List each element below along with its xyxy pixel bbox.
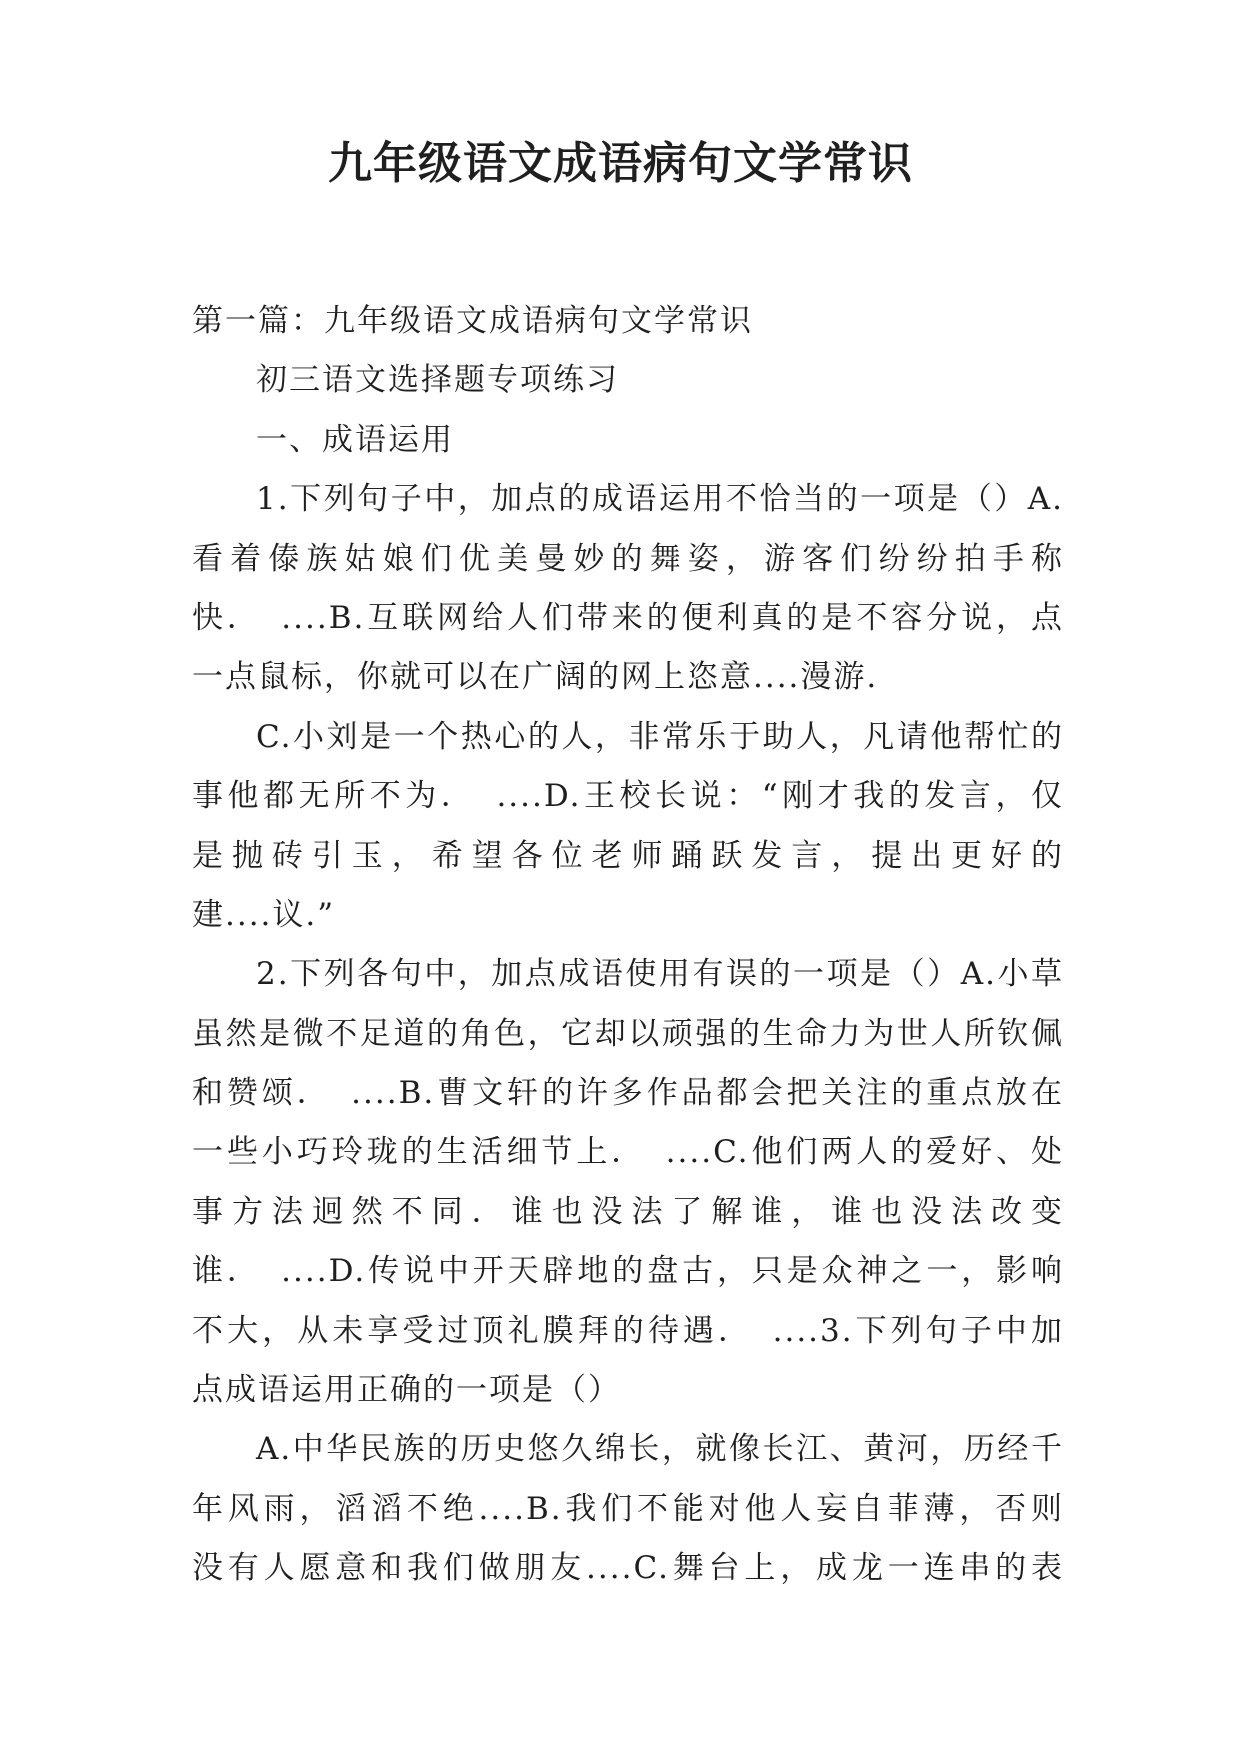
text-line: 没有人愿意和我们做朋友....C.舞台上，成龙一连串的表 <box>192 1550 1064 1587</box>
document-title: 九年级语文成语病句文学常识 <box>328 138 913 189</box>
text-line: C.小刘是一个热心的人，非常乐于助人，凡请他帮忙的 <box>256 718 1064 755</box>
part-heading: 一、成语运用 <box>256 421 454 458</box>
section-heading: 第一篇：九年级语文成语病句文学常识 <box>192 303 753 339</box>
text-line: 和赞颂． ....B.曹文轩的许多作品都会把关注的重点放在 <box>192 1075 1064 1112</box>
text-line: A.中华民族的历史悠久绵长，就像长江、黄河，历经千 <box>256 1431 1064 1468</box>
subheading: 初三语文选择题专项练习 <box>256 362 619 399</box>
text-line: 虽然是微不足道的角色，它却以顽强的生命力为世人所钦佩 <box>192 1015 1064 1052</box>
text-line: 不大，从未享受过顶礼膜拜的待遇． ....3.下列句子中加 <box>192 1312 1064 1349</box>
text-line: 谁． ....D.传说中开天辟地的盘古，只是众神之一，影响 <box>192 1253 1064 1290</box>
document-body <box>192 292 1064 1599</box>
text-line: 事他都无所不为． ....D.王校长说：“刚才我的发言，仅 <box>192 778 1064 815</box>
text-line: 1.下列句子中，加点的成语运用不恰当的一项是（）A. <box>256 481 1064 518</box>
text-line: 点成语运用正确的一项是（） <box>192 1372 621 1409</box>
text-line: 一些小巧玲珑的生活细节上． ....C.他们两人的爱好、处 <box>192 1134 1064 1171</box>
text-line: 快． ....B.互联网给人们带来的便利真的是不容分说，点 <box>192 599 1064 636</box>
text-line: 2.下列各句中，加点成语使用有误的一项是（）A.小草 <box>256 956 1064 993</box>
text-line: 年风雨，滔滔不绝....B.我们不能对他人妄自菲薄，否则 <box>192 1490 1064 1527</box>
text-line: 事方法迥然不同．谁也没法了解谁，谁也没法改变 <box>192 1193 1064 1230</box>
text-line: 是抛砖引玉，希望各位老师踊跃发言，提出更好的 <box>192 837 1064 874</box>
text-line: 看着傣族姑娘们优美曼妙的舞姿，游客们纷纷拍手称 <box>192 540 1064 577</box>
text-line: 建....议.” <box>192 896 336 933</box>
text-line: 一点鼠标，你就可以在广阔的网上恣意....漫游. <box>192 659 879 696</box>
